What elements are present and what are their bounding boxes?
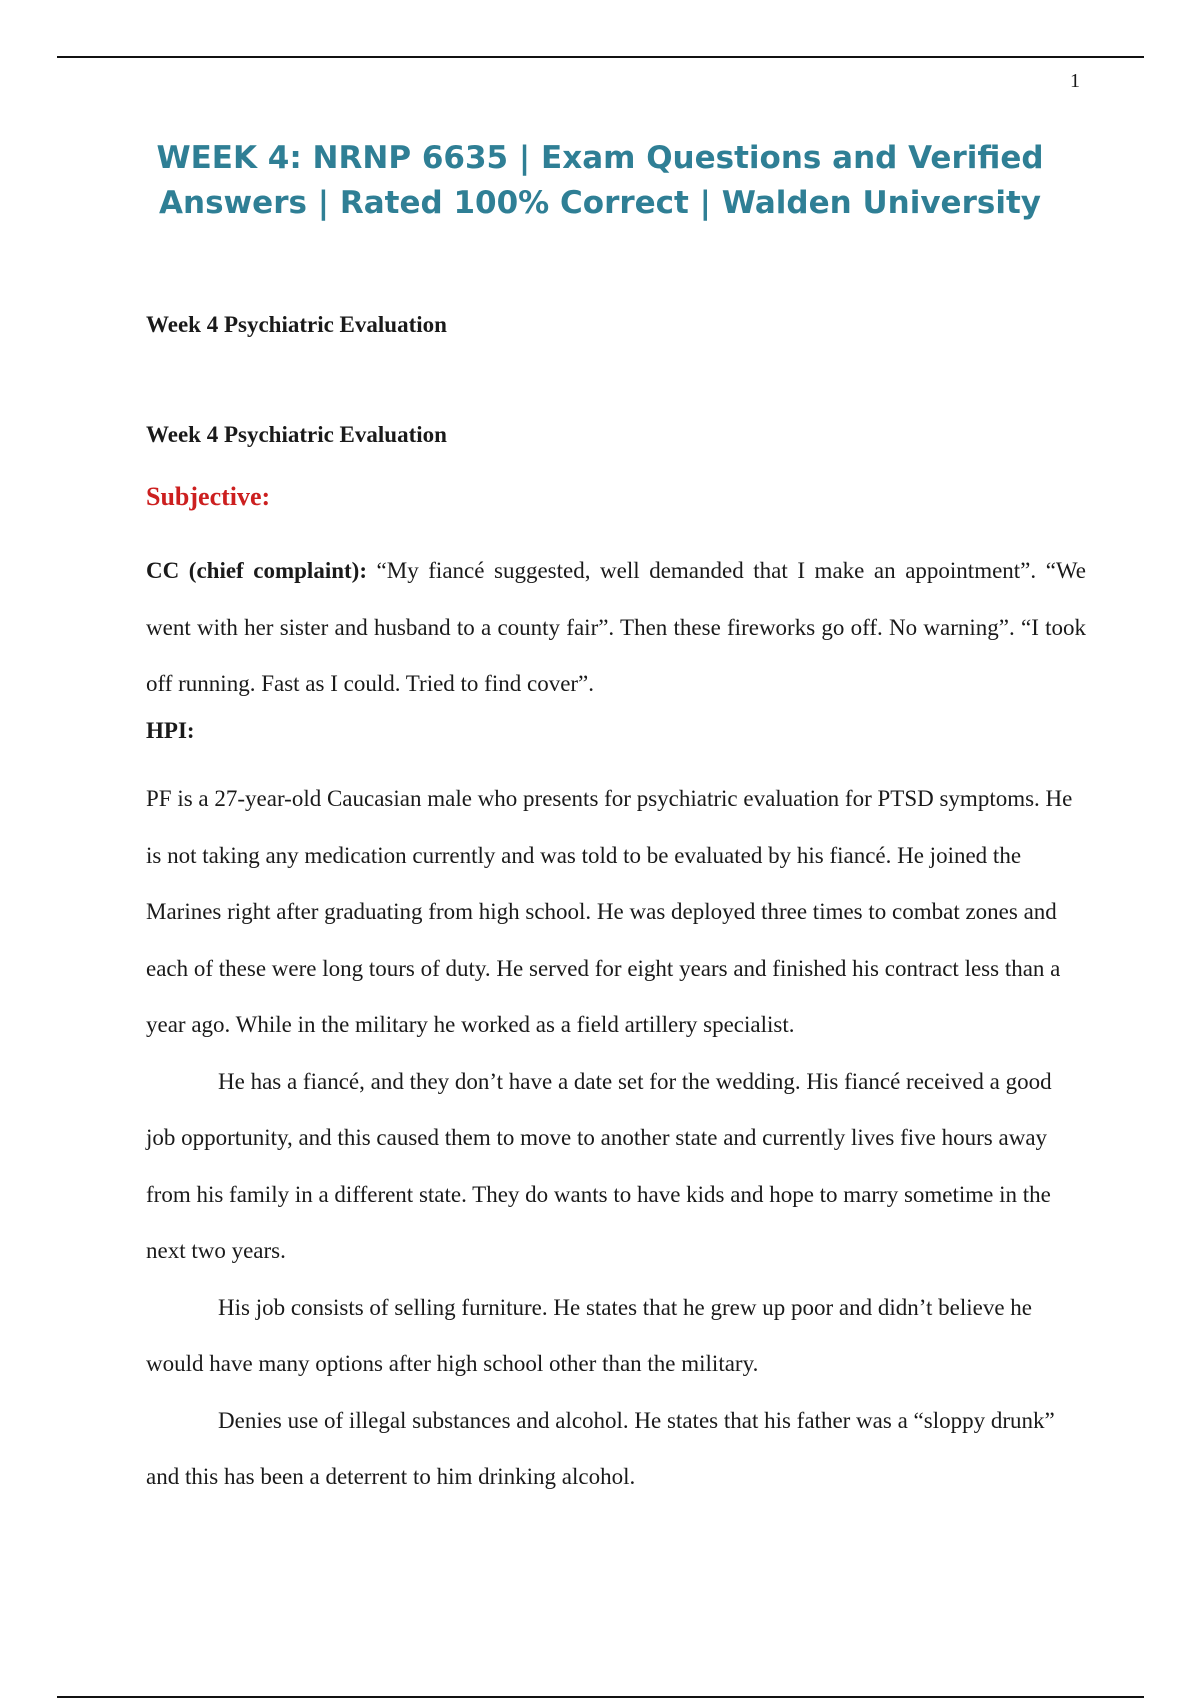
section-heading-2: Week 4 Psychiatric Evaluation [146,422,447,447]
cc-label: CC (chief complaint): [146,558,367,583]
hpi-label: HPI: [146,718,195,743]
hpi-paragraph-3: His job consists of selling furniture. He states that he grew up poor and didn’t believe he would have many options after high school other than the military. [146,1294,1032,1376]
hpi-paragraph-1: PF is a 27-year-old Caucasian male who presents for psychiatric evaluation for PTSD symptoms. He is not taking any medication currently and was told to be evaluated by his fiancé. He joined the Marines right after graduating from high school. He was deployed three times to combat zones and each of these were long tours of duty. He served for eight years and finished his contract less than a year ago. While in the military he worked as a field artillery specialist. [146,786,1073,1037]
hpi-paragraph-2: He has a fiancé, and they don’t have a date set for the wedding. His fiancé received a good job opportunity, and this caused them to move to another state and currently lives five hours away from his family in a different state. They do wants to have kids and hope to marry sometime in the next two years. [146,1068,1052,1263]
page-number: 1 [1070,70,1080,92]
cc-text: “My fiancé suggested, well demanded that I make an appointment”. “We went with her sister and husband to a county fair”. Then these fireworks go off. No warning”. “I took off running. Fast as I could. Tried to find cover”. [146,558,1086,696]
bottom-rule [57,1696,1144,1698]
section-heading-1: Week 4 Psychiatric Evaluation [146,312,447,337]
document-title: WEEK 4: NRNP 6635 | Exam Questions and Verified Answers | Rated 100% Correct | Walden University [156,140,1044,221]
hpi-paragraph-4: Denies use of illegal substances and alcohol. He states that his father was a “sloppy drunk” and this has been a deterrent to him drinking alcohol. [146,1407,1055,1489]
chief-complaint [146,543,1086,713]
hpi-body [146,771,1086,1506]
top-rule [57,56,1144,58]
subjective-heading: Subjective: [146,482,271,511]
